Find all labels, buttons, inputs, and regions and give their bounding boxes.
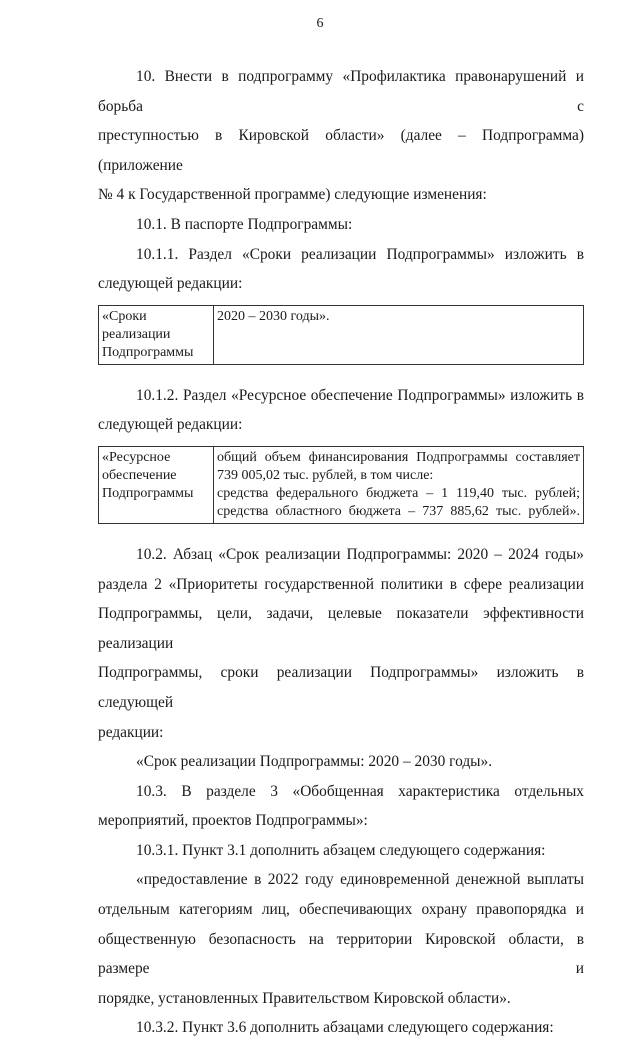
table-label-line: реализации bbox=[102, 326, 171, 342]
paragraph-10-1: 10.1. В паспорте Подпрограммы: bbox=[136, 215, 353, 233]
table-label-line: «Ресурсное bbox=[102, 449, 171, 465]
paragraph-10-3-1: 10.3.1. Пункт 3.1 дополнить абзацем следующего содержания: bbox=[136, 841, 546, 859]
paragraph-10-3 bbox=[98, 777, 584, 836]
paragraph-line: Подпрограммы, сроки реализации Подпрограммы» изложить в следующей bbox=[98, 664, 584, 711]
paragraph-line: Подпрограммы, цели, задачи, целевые показатели эффективности реализации bbox=[98, 605, 584, 652]
paragraph-line: общественную безопасность на территории Кировской области, в размере и bbox=[98, 930, 584, 978]
table-label-cell bbox=[99, 446, 214, 523]
paragraph-line: «предоставление в 2022 году единовременной денежной выплаты bbox=[136, 871, 584, 889]
table-value-line: средства федерального бюджета – 1 119,40 тыс. рублей; bbox=[217, 485, 580, 501]
paragraph-line: порядке, установленных Правительством Кировской области». bbox=[98, 989, 511, 1007]
paragraph-payment-quote bbox=[98, 865, 584, 1013]
paragraph-line: следующей редакции: bbox=[98, 275, 243, 293]
paragraph-term-quote: «Срок реализации Подпрограммы: 2020 – 2030 годы». bbox=[136, 753, 493, 771]
table-label-line: обеспечение bbox=[102, 467, 177, 483]
paragraph-line: 10.3. В разделе 3 «Обобщенная характеристика отдельных bbox=[136, 782, 584, 800]
table-row bbox=[99, 305, 584, 364]
paragraph-10-2 bbox=[98, 540, 584, 747]
paragraph-10-3-2: 10.3.2. Пункт 3.6 дополнить абзацами следующего содержания: bbox=[136, 1019, 554, 1037]
paragraph-line: 10.1.1. Раздел «Сроки реализации Подпрограммы» изложить в bbox=[136, 245, 584, 263]
table-label-line: «Сроки bbox=[102, 308, 147, 324]
page-number: 6 bbox=[316, 16, 324, 31]
paragraph-line: отдельным категориям лиц, обеспечивающих охрану правопорядка и bbox=[98, 901, 584, 919]
table-value-line: 2020 – 2030 годы». bbox=[217, 308, 330, 324]
table-value-line: средства областного бюджета – 737 885,62 тыс. рублей». bbox=[217, 503, 580, 519]
table-label-line: Подпрограммы bbox=[102, 485, 194, 501]
paragraph-line: 10. Внести в подпрограмму «Профилактика правонарушений и борьба с bbox=[98, 68, 584, 115]
table-label-line: Подпрограммы bbox=[102, 344, 194, 360]
paragraph-line: 10.2. Абзац «Срок реализации Подпрограммы: 2020 – 2024 годы» bbox=[136, 545, 584, 563]
paragraph-line: редакции: bbox=[98, 723, 164, 741]
table-label-cell bbox=[99, 305, 214, 364]
paragraph-line: мероприятий, проектов Подпрограммы»: bbox=[98, 812, 368, 830]
table-value-cell bbox=[214, 446, 584, 523]
paragraph-line: № 4 к Государственной программе) следующие изменения: bbox=[98, 186, 487, 204]
paragraph-line: раздела 2 «Приоритеты государственной политики в сфере реализации bbox=[98, 575, 584, 593]
table-value-cell bbox=[214, 305, 584, 364]
paragraph-line: 10.1.2. Раздел «Ресурсное обеспечение Подпрограммы» изложить в bbox=[136, 386, 584, 404]
paragraph-10 bbox=[98, 62, 584, 210]
paragraph-line: следующей редакции: bbox=[98, 416, 243, 434]
table-value-line: общий объем финансирования Подпрограммы составляет bbox=[217, 449, 580, 465]
paragraph-10-1-2 bbox=[98, 381, 584, 440]
document-body bbox=[98, 62, 584, 1043]
table-value-line: 739 005,02 тыс. рублей, в том числе: bbox=[217, 467, 434, 483]
paragraph-line: преступностью в Кировской области» (далее – Подпрограмма) (приложение bbox=[98, 127, 584, 174]
table-terms bbox=[98, 305, 584, 365]
table-row bbox=[99, 446, 584, 523]
table-resources bbox=[98, 446, 584, 524]
paragraph-10-1-1 bbox=[98, 240, 584, 299]
